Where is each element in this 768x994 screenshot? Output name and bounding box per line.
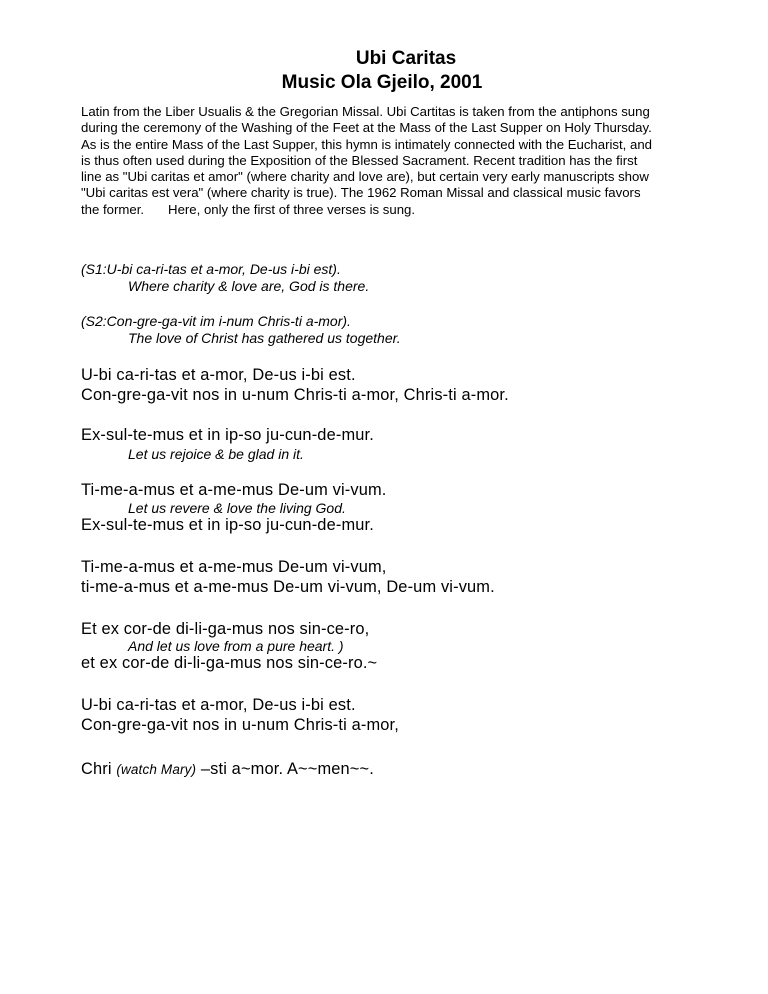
s2-translation: The love of Christ has gathered us together. xyxy=(128,330,401,346)
lyric-line: U-bi ca-ri-tas et a-mor, De-us i-bi est. xyxy=(81,696,356,714)
intro-line-tail: Here, only the first of three verses is sung. xyxy=(168,201,416,217)
s1-translation: Where charity & love are, God is there. xyxy=(128,278,370,294)
intro-line: As is the entire Mass of the Last Supper, this hymn is intimately connected with the Eucharist, and xyxy=(81,136,653,152)
lyric-line: Ti-me-a-mus et a-me-mus De-um vi-vum, xyxy=(81,558,387,576)
lyric-line: Ex-sul-te-mus et in ip-so ju-cun-de-mur. xyxy=(81,426,374,444)
intro-line: is thus often used during the Exposition of the Blessed Sacrament. Recent tradition has the first xyxy=(81,152,638,168)
lyric-line: Con-gre-ga-vit nos in u-num Chris-ti a-mor, Chris-ti a-mor. xyxy=(81,386,509,404)
lyric-line: ti-me-a-mus et a-me-mus De-um vi-vum, De-um vi-vum. xyxy=(81,578,495,596)
lyric-final-end: –sti a~mor. A~~men~~. xyxy=(196,760,374,778)
intro-paragraph xyxy=(81,104,696,218)
page-title: Ubi Caritas xyxy=(355,48,457,69)
intro-line: "Ubi caritas est vera" (where charity is true). The 1962 Roman Missal and classical music favors xyxy=(81,185,641,201)
intro-line-start: the former. xyxy=(81,201,145,217)
page-subtitle: Music Ola Gjeilo, 2001 xyxy=(281,72,483,93)
lyric-translation: Let us revere & love the living God. xyxy=(128,500,346,516)
lyric-translation: And let us love from a pure heart. ) xyxy=(128,638,344,654)
lyric-translation: Let us rejoice & be glad in it. xyxy=(128,446,304,462)
watch-mary-note: (watch Mary) xyxy=(116,762,197,777)
intro-line: during the ceremony of the Washing of the Feet at the Mass of the Last Supper on Holy Thursday. xyxy=(81,120,652,136)
lyric-line: et ex cor-de di-li-ga-mus nos sin-ce-ro.~ xyxy=(81,654,378,672)
intro-line: line as "Ubi caritas et amor" (where charity and love are), but certain very early manuscripts show xyxy=(81,169,649,185)
s1-note: (S1:U-bi ca-ri-tas et a-mor, De-us i-bi est). xyxy=(81,261,341,277)
lyric-line: Ex-sul-te-mus et in ip-so ju-cun-de-mur. xyxy=(81,516,374,534)
lyric-line: Et ex cor-de di-li-ga-mus nos sin-ce-ro, xyxy=(81,620,370,638)
intro-line: Latin from the Liber Usualis & the Gregorian Missal. Ubi Cartitas is taken from the antiphons sung xyxy=(81,104,650,119)
intro-line-last xyxy=(81,202,696,218)
lyric-final-start: Chri xyxy=(81,760,117,778)
s2-note: (S2:Con-gre-ga-vit im i-num Chris-ti a-mor). xyxy=(81,313,351,329)
lyric-line: U-bi ca-ri-tas et a-mor, De-us i-bi est. xyxy=(81,366,356,384)
lyric-final-line xyxy=(81,760,374,779)
lyric-line: Con-gre-ga-vit nos in u-num Chris-ti a-mor, xyxy=(81,716,399,734)
lyric-line: Ti-me-a-mus et a-me-mus De-um vi-vum. xyxy=(81,481,387,499)
